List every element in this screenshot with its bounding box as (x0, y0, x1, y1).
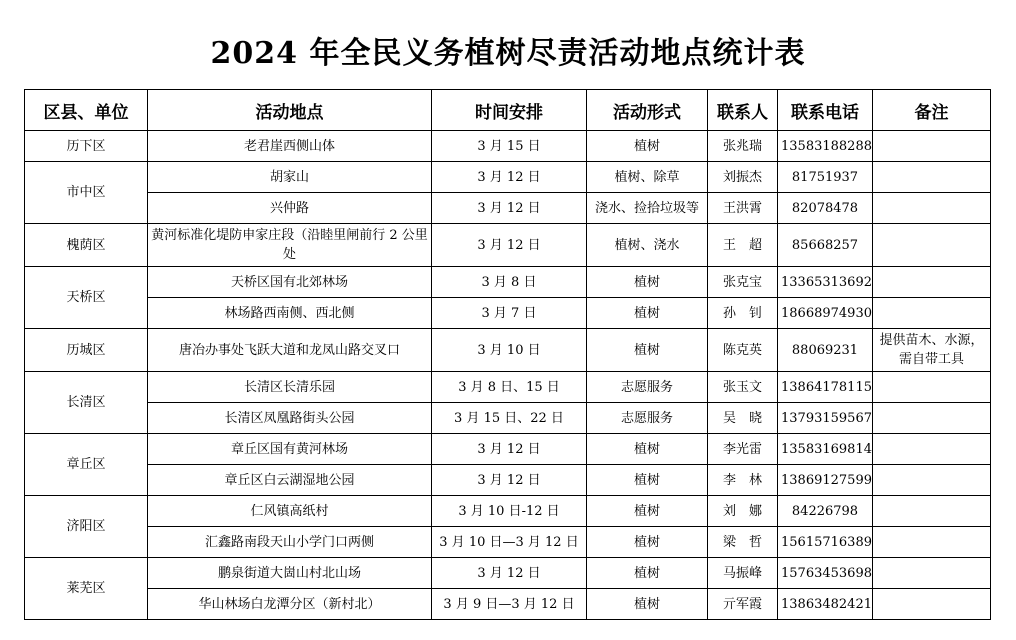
contact-cell: 陈克英 (708, 329, 778, 372)
time-cell: 3 月 10 日 (432, 329, 587, 372)
district-cell: 天桥区 (25, 267, 148, 329)
table-row (25, 193, 991, 224)
location-cell: 老君崖西侧山体 (148, 131, 432, 162)
location-cell: 长清区凤凰路街头公园 (148, 403, 432, 434)
contact-cell: 张玉文 (708, 372, 778, 403)
phone-cell: 18668974930 (778, 298, 873, 329)
table-row (25, 589, 991, 620)
district-cell: 莱芜区 (25, 558, 148, 620)
form-cell: 植树 (587, 558, 708, 589)
column-header-form: 活动形式 (587, 90, 708, 131)
district-cell: 历城区 (25, 329, 148, 372)
note-cell (873, 403, 991, 434)
note-cell (873, 558, 991, 589)
form-cell: 植树 (587, 465, 708, 496)
column-header-location: 活动地点 (148, 90, 432, 131)
table-row (25, 224, 991, 267)
table-row (25, 162, 991, 193)
form-cell: 志愿服务 (587, 403, 708, 434)
contact-cell: 张克宝 (708, 267, 778, 298)
time-cell: 3 月 12 日 (432, 434, 587, 465)
form-cell: 植树 (587, 527, 708, 558)
note-cell (873, 131, 991, 162)
note-cell (873, 527, 991, 558)
time-cell: 3 月 15 日、22 日 (432, 403, 587, 434)
form-cell: 植树 (587, 298, 708, 329)
phone-cell: 13583169814 (778, 434, 873, 465)
location-cell: 汇鑫路南段天山小学门口两侧 (148, 527, 432, 558)
column-header-district: 区县、单位 (25, 90, 148, 131)
district-cell: 槐荫区 (25, 224, 148, 267)
table-row (25, 434, 991, 465)
phone-cell: 13583188288 (778, 131, 873, 162)
activity-table (24, 89, 991, 620)
time-cell: 3 月 8 日、15 日 (432, 372, 587, 403)
table-row (25, 527, 991, 558)
form-cell: 植树 (587, 329, 708, 372)
time-cell: 3 月 12 日 (432, 558, 587, 589)
form-cell: 植树 (587, 589, 708, 620)
phone-cell: 85668257 (778, 224, 873, 267)
time-cell: 3 月 12 日 (432, 224, 587, 267)
note-cell (873, 193, 991, 224)
contact-cell: 孙 钊 (708, 298, 778, 329)
header-row (25, 90, 991, 131)
table-row (25, 298, 991, 329)
note-cell (873, 372, 991, 403)
table-row (25, 403, 991, 434)
location-cell: 兴仲路 (148, 193, 432, 224)
location-cell: 仁风镇高纸村 (148, 496, 432, 527)
location-cell: 鹏泉街道大崮山村北山场 (148, 558, 432, 589)
contact-cell: 张兆瑞 (708, 131, 778, 162)
form-cell: 植树 (587, 434, 708, 465)
contact-cell: 刘振杰 (708, 162, 778, 193)
location-cell: 华山林场白龙潭分区（新村北） (148, 589, 432, 620)
column-header-time: 时间安排 (432, 90, 587, 131)
column-header-contact: 联系人 (708, 90, 778, 131)
district-cell: 长清区 (25, 372, 148, 434)
time-cell: 3 月 7 日 (432, 298, 587, 329)
time-cell: 3 月 12 日 (432, 162, 587, 193)
table-row (25, 558, 991, 589)
contact-cell: 刘 娜 (708, 496, 778, 527)
table-row (25, 267, 991, 298)
time-cell: 3 月 10 日—3 月 12 日 (432, 527, 587, 558)
column-header-note: 备注 (873, 90, 991, 131)
time-cell: 3 月 15 日 (432, 131, 587, 162)
note-cell (873, 496, 991, 527)
form-cell: 志愿服务 (587, 372, 708, 403)
contact-cell: 王洪霄 (708, 193, 778, 224)
table-row (25, 496, 991, 527)
contact-cell: 马振峰 (708, 558, 778, 589)
location-cell: 天桥区国有北郊林场 (148, 267, 432, 298)
district-cell: 济阳区 (25, 496, 148, 558)
note-cell: 提供苗木、水源，需自带工具 (873, 329, 991, 372)
note-cell (873, 298, 991, 329)
form-cell: 植树、浇水 (587, 224, 708, 267)
location-cell: 林场路西南侧、西北侧 (148, 298, 432, 329)
contact-cell: 李光雷 (708, 434, 778, 465)
table-row (25, 131, 991, 162)
note-cell (873, 434, 991, 465)
contact-cell: 亓军霞 (708, 589, 778, 620)
time-cell: 3 月 10 日-12 日 (432, 496, 587, 527)
form-cell: 植树 (587, 267, 708, 298)
table-row (25, 465, 991, 496)
contact-cell: 李 林 (708, 465, 778, 496)
phone-cell: 15763453698 (778, 558, 873, 589)
phone-cell: 82078478 (778, 193, 873, 224)
form-cell: 植树 (587, 496, 708, 527)
time-cell: 3 月 12 日 (432, 193, 587, 224)
time-cell: 3 月 12 日 (432, 465, 587, 496)
contact-cell: 王 超 (708, 224, 778, 267)
location-cell: 胡家山 (148, 162, 432, 193)
time-cell: 3 月 8 日 (432, 267, 587, 298)
phone-cell: 13864178115 (778, 372, 873, 403)
note-cell (873, 267, 991, 298)
phone-cell: 13863482421 (778, 589, 873, 620)
contact-cell: 吴 晓 (708, 403, 778, 434)
note-cell (873, 589, 991, 620)
location-cell: 黄河标准化堤防申家庄段（沿睦里闸前行 2 公里处 (148, 224, 432, 267)
location-cell: 章丘区国有黄河林场 (148, 434, 432, 465)
location-cell: 唐冶办事处飞跃大道和龙凤山路交叉口 (148, 329, 432, 372)
time-cell: 3 月 9 日—3 月 12 日 (432, 589, 587, 620)
phone-cell: 13365313692 (778, 267, 873, 298)
phone-cell: 15615716389 (778, 527, 873, 558)
district-cell: 市中区 (25, 162, 148, 224)
phone-cell: 13793159567 (778, 403, 873, 434)
location-cell: 长清区长清乐园 (148, 372, 432, 403)
note-cell (873, 224, 991, 267)
note-cell (873, 465, 991, 496)
phone-cell: 13869127599 (778, 465, 873, 496)
form-cell: 植树 (587, 131, 708, 162)
location-cell: 章丘区白云湖湿地公园 (148, 465, 432, 496)
form-cell: 浇水、捡拾垃圾等 (587, 193, 708, 224)
note-cell (873, 162, 991, 193)
form-cell: 植树、除草 (587, 162, 708, 193)
contact-cell: 梁 哲 (708, 527, 778, 558)
district-cell: 章丘区 (25, 434, 148, 496)
district-cell: 历下区 (25, 131, 148, 162)
phone-cell: 88069231 (778, 329, 873, 372)
phone-cell: 81751937 (778, 162, 873, 193)
table-row (25, 329, 991, 372)
table-row (25, 372, 991, 403)
page-title: 2024 年全民义务植树尽责活动地点统计表 (210, 36, 806, 71)
column-header-phone: 联系电话 (778, 90, 873, 131)
phone-cell: 84226798 (778, 496, 873, 527)
